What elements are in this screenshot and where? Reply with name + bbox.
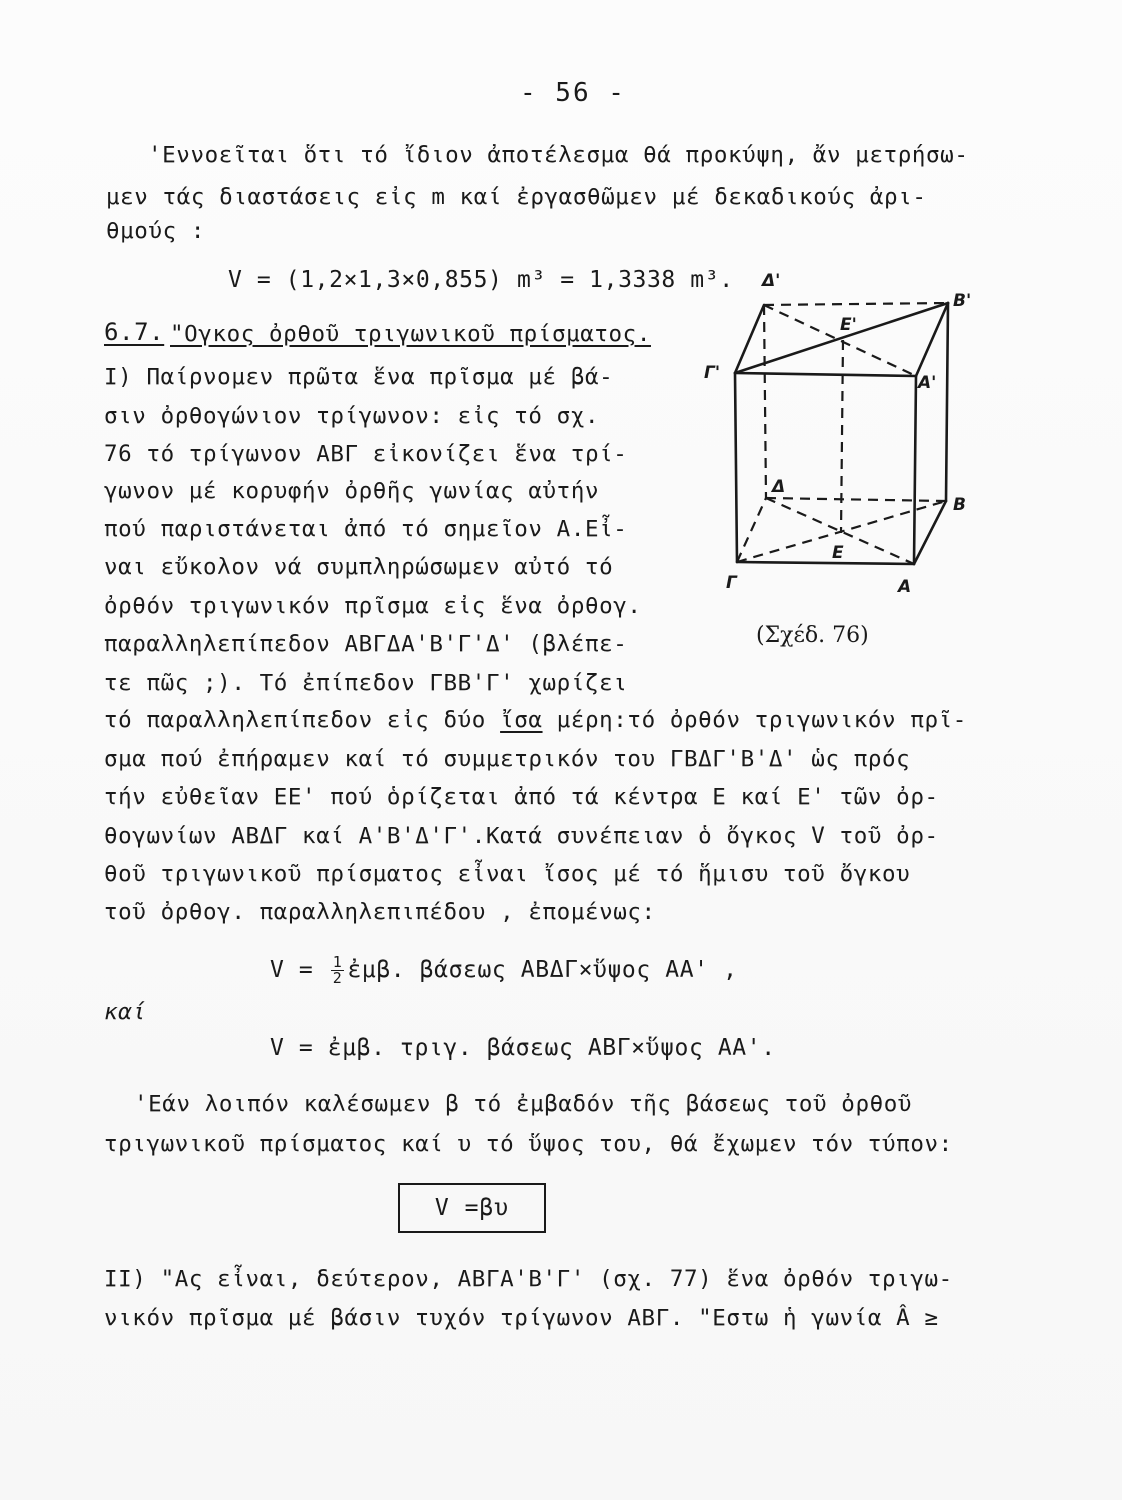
edge-b-b-prime — [946, 303, 948, 501]
text-line: 76 τό τρίγωνον ΑΒΓ εἰκονίζει ἕνα τρί- — [104, 441, 628, 467]
label-b-prime: Β' — [953, 291, 972, 311]
label-a-prime: Α' — [918, 373, 937, 393]
text-line: θμούς : — [106, 218, 206, 244]
edge-g-prime-b-prime — [735, 303, 948, 373]
text-line: θοῦ τριγωνικοῦ πρίσματος εἶναι ἴσος μέ τό ἥμισυ τοῦ ὄγκου — [104, 861, 911, 887]
fraction-one-half: $\frac{1}{2}$ — [332, 953, 343, 987]
prism-figure — [690, 270, 990, 610]
boxed-formula: V =βυ — [398, 1183, 546, 1233]
segment-e-e-prime — [841, 340, 843, 533]
label-e-prime: Ε' — [840, 315, 857, 335]
formula-half-volume: V = $\frac{1}{2}$ ἐμβ. βάσεως ΑΒΔΓ×ὕψος ΑΑ' , — [270, 953, 738, 987]
text-line: ΙΙ) "Ας εἶναι, δεύτερον, ΑΒΓΑ'Β'Γ' (σχ. 77) ἕνα ὀρθόν τριγω- — [104, 1266, 953, 1292]
edge-g-prime-a-prime — [735, 373, 916, 376]
text-line: θογωνίων ΑΒΔΓ καί Α'Β'Δ'Γ'.Κατά συνέπειαν ὁ ὄγκος V τοῦ ὀρ- — [104, 823, 939, 849]
formula-triangle-volume: V = ἐμβ. τριγ. βάσεως ΑΒΓ×ὕψος ΑΑ'. — [270, 1035, 776, 1061]
section-title: "Ογκος ὀρθοῦ τριγωνικοῦ πρίσματος. — [170, 321, 651, 347]
edge-g-d — [737, 498, 766, 562]
text-line: γωνον μέ κορυφήν ὀρθῆς γωνίας αὐτήν — [104, 478, 600, 504]
text-line: πού παριστάνεται ἀπό τό σημεῖον Α.Εἶ- — [104, 516, 628, 542]
edge-d-d-prime — [764, 305, 766, 498]
label-g: Γ — [726, 573, 737, 593]
edge-a-prime-b-prime — [916, 303, 948, 376]
text-line: σμα πού ἐπήραμεν καί τό συμμετρικόν του ΓΒΔΓ'Β'Δ' ὡς πρός — [104, 746, 911, 772]
text-line: παραλληλεπίπεδον ΑΒΓΔΑ'Β'Γ'Δ' (βλέπε- — [104, 631, 628, 657]
label-a: Α — [898, 577, 912, 597]
text-line: τριγωνικοῦ πρίσματος καί υ τό ὕψος του, θά ἔχωμεν τόν τύπον: — [104, 1131, 953, 1157]
label-d-prime: Δ' — [762, 271, 781, 291]
text-line: ὀρθόν τριγωνικόν πρῖσμα εἰς ἕνα ὀρθογ. — [104, 593, 642, 619]
page-number: - 56 - — [520, 78, 626, 108]
text-line: τήν εὐθεῖαν ΕΕ' πού ὁρίζεται ἀπό τά κέντρα Ε καί Ε' τῶν ὀρ- — [104, 784, 939, 810]
formula-volume-decimal: V = (1,2×1,3×0,855) m³ = 1,3338 m³. — [228, 267, 734, 293]
label-b: Β — [953, 495, 966, 515]
text-line: νικόν πρῖσμα μέ βάσιν τυχόν τρίγωνον ΑΒΓ. "Εστω ἡ γωνία Â ≥ — [104, 1305, 939, 1331]
label-e: Ε — [832, 543, 844, 563]
edge-a-a-prime — [914, 376, 916, 564]
text-line: ναι εὔκολον νά συμπληρώσωμεν αὐτό τό — [104, 554, 614, 580]
text-line: τοῦ ὀρθογ. παραλληλεπιπέδου , ἐπομένως: — [104, 899, 656, 925]
label-g-prime: Γ' — [704, 363, 721, 383]
edge-g-g-prime — [735, 373, 737, 562]
text-line: 'Εάν λοιπόν καλέσωμεν β τό ἐμβαδόν τῆς βάσεως τοῦ ὀρθοῦ — [134, 1091, 913, 1117]
edge-g-prime-d-prime — [735, 305, 764, 373]
text-line: τό παραλληλεπίπεδον εἰς δύο ἴσα μέρη:τό ὀρθόν τριγωνικόν πρῖ- — [104, 707, 967, 733]
edge-d-prime-b-prime — [764, 303, 948, 305]
label-d: Δ — [772, 477, 786, 497]
conjunction: καί — [104, 999, 147, 1025]
figure-caption: (Σχέδ. 76) — [756, 623, 869, 648]
edge-a-b — [914, 501, 946, 564]
text-line: σιν ὀρθογώνιον τρίγωνον: εἰς τό σχ. — [104, 403, 600, 429]
text-line: τε πῶς ;). Τό ἐπίπεδον ΓΒΒ'Γ' χωρίζει — [104, 670, 628, 696]
edge-d-b — [766, 498, 946, 501]
edge-g-a — [737, 562, 914, 564]
section-number: 6.7. — [104, 318, 165, 346]
text-line: 'Εννοεῖται ὅτι τό ἴδιον ἀποτέλεσμα θά προκύψη, ἄν μετρήσω- — [148, 142, 969, 168]
text-line: μεν τάς διαστάσεις εἰς m καί ἐργασθῶμεν μέ δεκαδικούς ἀρι- — [106, 184, 927, 210]
text-line: Ι) Παίρνομεν πρῶτα ἕνα πρῖσμα μέ βά- — [104, 364, 614, 390]
